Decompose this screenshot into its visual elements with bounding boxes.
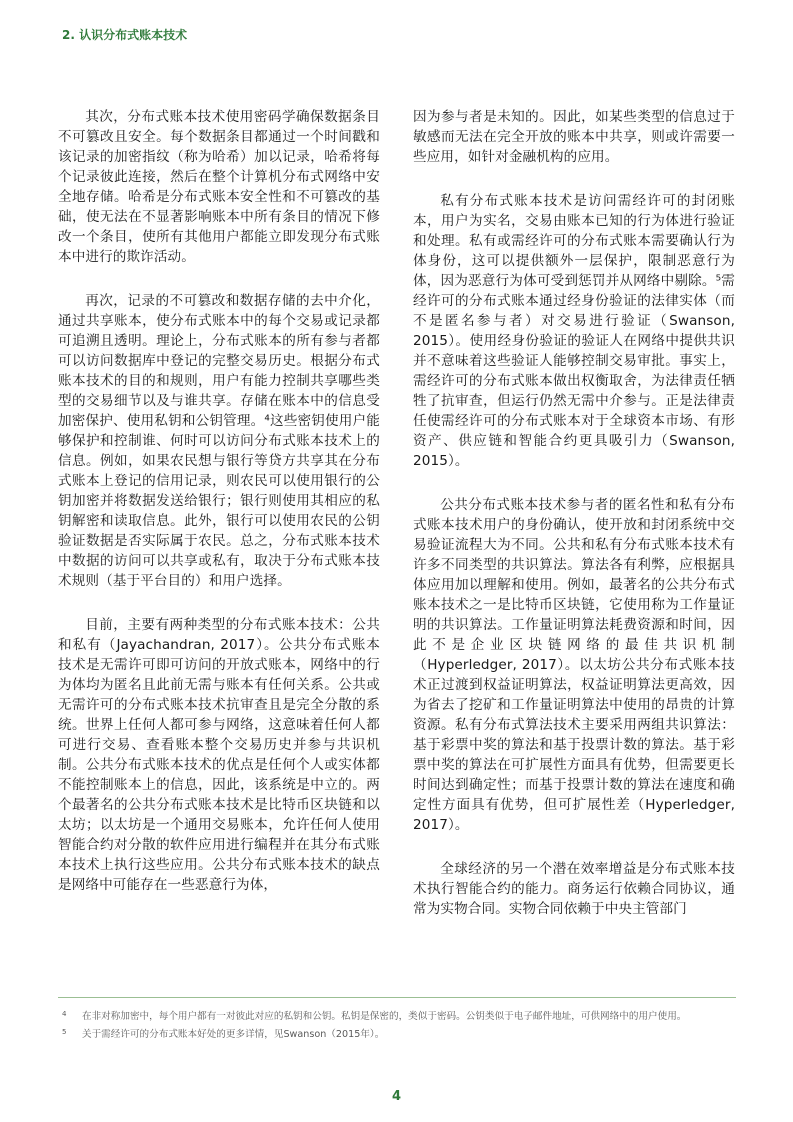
body-paragraph: 私有分布式账本技术是访问需经许可的封闭账本，用户为实名，交易由账本已知的行为体进行验证和处理。私有或需经许可的分布式账本需要确认行为体身份，这可以提供额外一层保护，限制恶意行为体，因为恶意行为体可受到惩罚并从网络中剔除。⁵需经许可的分布式账本通过经身份验证的法律实体（而不是匿名参与者）对交易进行验证（Swanson, 2015）。使用经身份验证的验证人在网络中提供共识并不意味着这些验证人能够控制交易审批。事实上，需经许可的分布式账本做出权衡取舍，为法律责任牺牲了抗审查，但运行仍然无需中介参与。正是法律责任使需经许可的分布式账本对于全球资本市场、有形资产、供应链和智能合约更具吸引力（Swanson, 2015）。 — [413, 193, 735, 469]
body-paragraph: 其次，分布式账本技术使用密码学确保数据条目不可篡改且安全。每个数据条目都通过一个时间戳和该记录的加密指纹（称为哈希）加以记录，哈希将每个记录彼此连接，然后在整个计算机分布式网络中安全地存储。哈希是分布式账本安全性和不可篡改的基础，使无法在不显著影响账本中所有条目的情况下修改一个条目，使所有其他用户都能立即发现分布式账本中进行的欺诈活动。 — [58, 109, 380, 265]
left-column — [58, 107, 380, 919]
footnote-text: 在非对称加密中，每个用户都有一对彼此对应的私钥和公钥。私钥是保密的，类似于密码。公钥类似于电子邮件地址，可供网络中的用户使用。 — [82, 1011, 687, 1022]
right-column — [413, 107, 735, 943]
footnote-number: 4 — [62, 1010, 67, 1018]
body-paragraph-continued: 因为参与者是未知的。因此，如某些类型的信息过于敏感而无法在完全开放的账本中共享，则或许需要一些应用，如针对金融机构的应用。 — [413, 109, 735, 165]
footnote-text: 关于需经许可的分布式账本好处的更多详情，见Swanson（2015年）。 — [82, 1029, 385, 1040]
body-paragraph: 目前，主要有两种类型的分布式账本技术：公共和私有（Jayachandran, 2017）。公共分布式账本技术是无需许可即可访问的开放式账本，网络中的行为体均为匿名且此前无需与账本有任何关系。公共或无需许可的分布式账本技术抗审查且是完全分散的系统。世界上任何人都可参与网络，这意味着任何人都可进行交易、查看账本整个交易历史并参与共识机制。公共分布式账本技术的优点是任何个人或实体都不能控制账本上的信息，因此，该系统是中立的。两个最著名的公共分布式账本技术是比特币区块链和以太坊；以太坊是一个通用交易账本，允许任何人使用智能合约对分散的软件应用进行编程并在其分布式账本技术上执行这些应用。公共分布式账本技术的缺点是网络中可能存在一些恶意行为体， — [58, 617, 380, 893]
footnote-number: 5 — [62, 1028, 67, 1036]
body-paragraph: 再次，记录的不可篡改和数据存储的去中介化，通过共享账本，使分布式账本中的每个交易或记录都可追溯且透明。理论上，分布式账本的所有参与者都可以访问数据库中登记的完整交易历史。根据分布式账本技术的目的和规则，用户有能力控制共享哪些类型的交易细节以及与谁共享。存储在账本中的信息受加密保护、使用私钥和公钥管理。⁴这些密钥使用户能够保护和控制谁、何时可以访问分布式账本技术上的信息。例如，如果农民想与银行等贷方共享其在分布式账本上登记的信用记录，则农民可以使用银行的公钥加密并将数据发送给银行；银行则使用其相应的私钥解密和读取信息。此外，银行可以使用农民的公钥验证数据是否实际属于农民。总之，分布式账本技术中数据的访问可以共享或私有，取决于分布式账本技术规则（基于平台目的）和用户选择。 — [58, 293, 380, 589]
page-number: 4 — [391, 1089, 402, 1104]
body-paragraph: 公共分布式账本技术参与者的匿名性和私有分布式账本技术用户的身份确认，使开放和封闭系统中交易验证流程大为不同。公共和私有分布式账本技术有许多不同类型的共识算法。算法各有利弊，应根据具体应用加以理解和使用。例如，最著名的公共分布式账本技术之一是比特币区块链，它使用称为工作量证明的共识算法。工作量证明算法耗费资源和时间，因此不是企业区块链网络的最佳共识机制（Hyperledger, 2017）。以太坊公共分布式账本技术正过渡到权益证明算法，权益证明算法更高效，因为省去了挖矿和工作量证明算法中使用的昂贵的计算资源。私有分布式算法技术主要采用两组共识算法：基于彩票中奖的算法和基于投票计数的算法。基于彩票中奖的算法在可扩展性方面具有优势，但需要更长时间达到确定性；而基于投票计数的算法在速度和确定性方面具有优势，但可扩展性差（Hyperledger, 2017）。 — [413, 497, 735, 833]
footnote — [62, 1027, 734, 1042]
footnotes — [62, 1009, 734, 1045]
footnote-divider — [58, 997, 736, 998]
footnote — [62, 1009, 734, 1024]
body-paragraph: 全球经济的另一个潜在效率增益是分布式账本技术执行智能合约的能力。商务运行依赖合同协议，通常为实物合同。实物合同依赖于中央主管部门 — [413, 861, 735, 917]
section-header: 2. 认识分布式账本技术 — [62, 28, 188, 42]
